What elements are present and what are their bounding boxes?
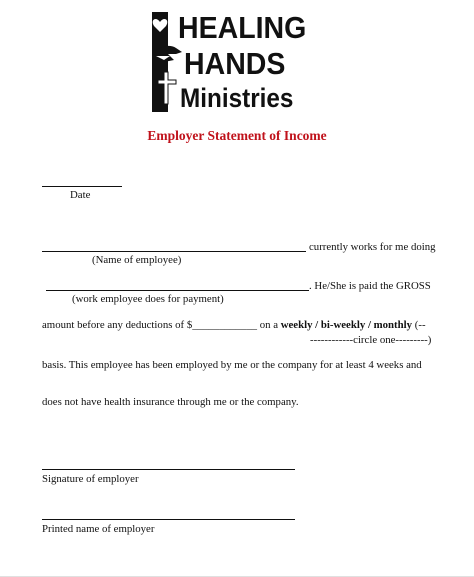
printed-name-line[interactable] xyxy=(42,519,295,520)
works-for-text: currently works for me doing xyxy=(309,241,436,253)
signature-label: Signature of employer xyxy=(42,473,139,485)
amount-prefix: amount before any deductions of $____________ on a xyxy=(42,319,278,331)
employee-name-caption: (Name of employee) xyxy=(92,254,182,266)
amount-suffix: (-- xyxy=(414,319,426,331)
logo-hands-word: HANDS xyxy=(184,46,286,81)
form-title: Employer Statement of Income xyxy=(147,128,327,143)
date-label: Date xyxy=(70,189,91,201)
healing-hands-logo xyxy=(150,8,315,114)
work-caption: (work employee does for payment) xyxy=(72,293,224,305)
employee-name-line[interactable] xyxy=(42,251,306,252)
work-description-line[interactable] xyxy=(46,290,309,291)
printed-name-label: Printed name of employer xyxy=(42,523,155,535)
circle-one-note: ------------circle one---------) xyxy=(310,334,432,346)
logo-healing-word: HEALING xyxy=(178,10,307,45)
date-line[interactable] xyxy=(42,186,122,187)
logo-ministries-word: Ministries xyxy=(180,83,294,113)
basis-text: basis. This employee has been employed by me or the company for at least 4 weeks and xyxy=(42,359,422,371)
frequency-options: weekly / bi-weekly / monthly xyxy=(280,319,413,331)
amount-line xyxy=(42,320,426,331)
signature-line[interactable] xyxy=(42,469,295,470)
gross-paid-text: . He/She is paid the GROSS xyxy=(309,280,431,292)
insurance-text: does not have health insurance through me or the company. xyxy=(42,396,299,408)
